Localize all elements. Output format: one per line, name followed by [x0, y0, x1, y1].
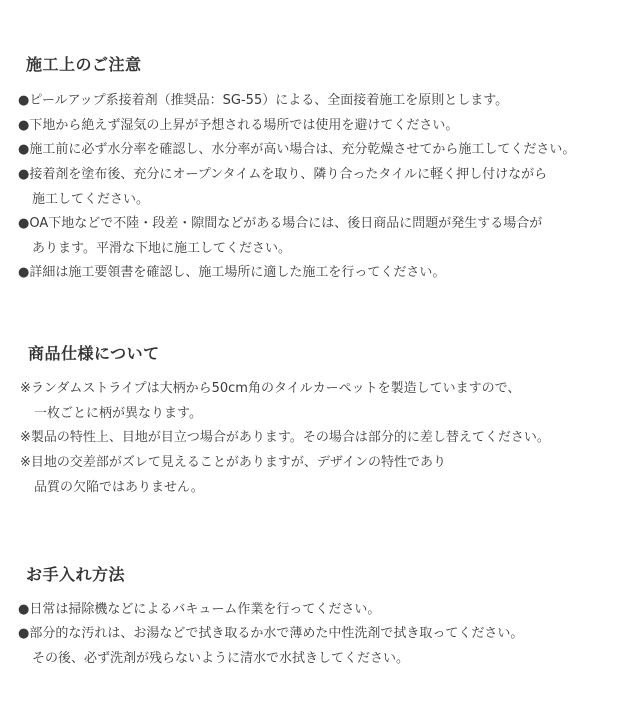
list-item-line: ●部分的な汚れは、お湯などで拭き取るか水で薄めた中性洗剤で拭き取ってください。: [18, 626, 524, 641]
list-item: [18, 622, 523, 671]
list-item: [18, 598, 380, 623]
list-item-line: その後、必ず洗剤が残らないように清水で水拭きしてください。: [32, 650, 410, 666]
section-title-product-specs: 商品仕様について: [28, 344, 160, 363]
list-item: [18, 261, 445, 286]
list-item-line: ※製品の特性上、目地が目立つ場合があります。その場合は部分的に差し替えてください。: [20, 430, 550, 445]
list-item: [20, 451, 446, 500]
list-item-line: ●接着剤を塗布後、充分にオープンタイムを取り、隣り合ったタイルに軽く押し付けながら: [18, 167, 548, 182]
list-item-line: ●施工前に必ず水分率を確認し、水分率が高い場合は、充分乾燥させてから施工してください。: [18, 142, 576, 157]
list-item-line: 一枚ごとに柄が異なります。: [34, 405, 202, 421]
list-item: [20, 377, 520, 426]
section-title-care-method: お手入れ方法: [26, 565, 126, 584]
list-item-line: ●詳細は施工要領書を確認し、施工場所に適した施工を行ってください。: [18, 265, 446, 280]
list-item-line: 品質の欠陥ではありません。: [34, 479, 204, 495]
list-item: [18, 89, 508, 114]
list-item-line: 施工してください。: [32, 191, 150, 207]
list-item-line: ※ランダムストライプは大柄から50cm角のタイルカーペットを製造していますので、: [20, 381, 521, 396]
list-item-line: ●下地から絶えず湿気の上昇が予想される場所では使用を避けてください。: [18, 118, 459, 133]
list-item: [20, 426, 550, 451]
list-item: [18, 138, 575, 163]
section-title-installation-notes: 施工上のご注意: [26, 55, 142, 74]
list-item-line: ●OA下地などで不陸・段差・隙間などがある場合には、後日商品に問題が発生する場合が: [18, 216, 543, 231]
list-item-line: ●日常は掃除機などによるバキューム作業を行ってください。: [18, 602, 381, 617]
list-item: [18, 163, 547, 212]
list-item: [18, 114, 458, 139]
list-item-line: ●ピールアップ系接着剤（推奨品：SG-55）による、全面接着施工を原則とします。: [18, 93, 509, 108]
list-item-line: ※目地の交差部がズレて見えることがありますが、デザインの特性であり: [20, 455, 446, 470]
list-item-line: あります。平滑な下地に施工してください。: [32, 240, 291, 256]
list-item: [18, 212, 542, 261]
